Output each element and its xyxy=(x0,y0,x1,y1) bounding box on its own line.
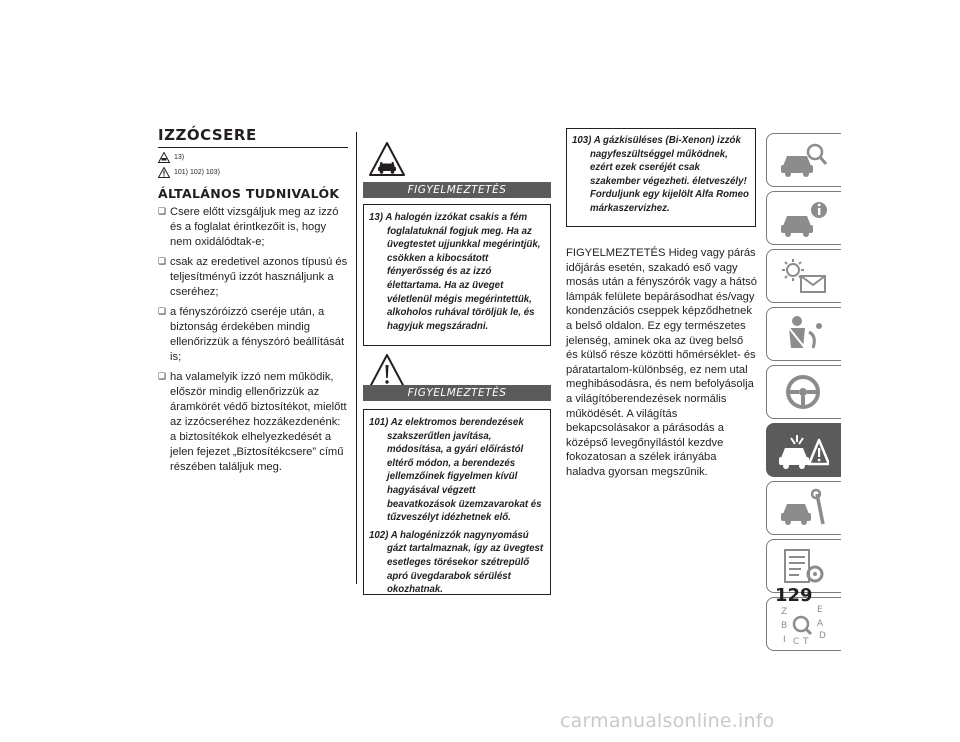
index-letter: E xyxy=(817,605,823,615)
warning-box-1 xyxy=(363,204,551,346)
index-letter: I xyxy=(783,635,786,645)
index-letter: T xyxy=(803,637,809,646)
emergency-car-icon xyxy=(779,430,829,472)
car-search-icon xyxy=(779,140,829,182)
tab-safety[interactable] xyxy=(766,307,841,361)
left-column xyxy=(158,126,348,480)
tab-emergency[interactable] xyxy=(766,423,841,477)
index-icon xyxy=(779,604,829,646)
warning-box-3 xyxy=(566,128,756,227)
tab-warning-lights[interactable] xyxy=(766,249,841,303)
warning-item: 103) A gázkisüléses (Bi-Xenon) izzók nagyfeszültséggel működnek, ezért ezek cseréjét csak szakember végezheti. életveszély! Forduljunk egy kijelölt Alfa Romeo márkaszervizhez. xyxy=(572,135,749,214)
warning-lights-icon xyxy=(779,256,829,298)
list-item: ❏ ha valamelyik izzó nem működik, először mindig ellenőrizzük az áramkörét védő biztosítékot, mielőtt az izzócseréhez hozzákezdenénk: a biztosítékok elhelyezkedését a jelen fejezet „Biztosítékcsere” című részében találjuk meg. xyxy=(158,370,348,475)
warning-item: 102) A halogénizzók nagynyomású gázt tartalmaznak, így az üvegtest esetleges törésekor szétrepülő apró üvegdarabok sérülést okozhatnak. xyxy=(369,529,544,596)
tab-driving[interactable] xyxy=(766,365,841,419)
warning-box-2 xyxy=(363,409,551,595)
index-letter: Z xyxy=(781,607,788,617)
index-letter: C xyxy=(793,637,800,646)
specifications-icon xyxy=(779,546,829,588)
safety-seatbelt-icon xyxy=(779,314,829,356)
list-item: ❏ Csere előtt vizsgáljuk meg az izzó és a foglalat érintkezőit is, hogy nem oxidálódtak-e; xyxy=(158,205,348,250)
page-number: 129 xyxy=(775,585,813,606)
body-paragraph: FIGYELMEZTETÉS Hideg vagy párás időjárás esetén, szakadó eső vagy mosás után a fényszórók vagy a hátsó lámpák felülete bepárásodhat és/vagy kondenzációs cseppek képződhetnek a belső oldalon. Ez egy természetes jelenség, aminek oka az üveg belső és külső része közötti hőmérséklet- és páratartalom-különbség, ez nem utal meghibásodásra, és nem befolyásolja a világítóberendezések normális működését. A világítás bekapcsolásakor a párásodás a középső levegőnyílástól kezdve fokozatosan a szélek irányába haladva gyorsan megszűnik. xyxy=(566,247,757,478)
list-item: ❏ a fényszóróizzó cseréje után, a biztonság érdekében mindig ellenőrizzük a fényszóró beállítását is; xyxy=(158,305,348,365)
reference-text: 13) xyxy=(174,154,185,161)
exclamation-warning-icon xyxy=(158,167,170,178)
steering-wheel-icon xyxy=(779,372,829,414)
tab-car-info[interactable] xyxy=(766,191,841,245)
column-divider xyxy=(356,132,357,584)
subsection-title: ÁLTALÁNOS TUDNIVALÓK xyxy=(158,186,340,201)
index-letter: D xyxy=(819,631,826,641)
warning-header-bar: FIGYELMEZTETÉS xyxy=(363,182,551,198)
car-warning-triangle-icon xyxy=(367,140,407,180)
warning-reference-2 xyxy=(158,167,348,178)
list-item: ❏ csak az eredetivel azonos típusú és teljesítményű izzót használjunk a cseréhez; xyxy=(158,255,348,300)
title-rule xyxy=(158,147,348,148)
warning-header-bar: FIGYELMEZTETÉS xyxy=(363,385,551,401)
index-letter: A xyxy=(817,619,824,629)
watermark-text: carmanualsonline.info xyxy=(560,710,775,732)
warning-item: 101) Az elektromos berendezések szakszerűtlen javítása, módosítása, a gyári előírástól eltérő módon, a berendezés jellemzőinek figyelmen kívül hagyásával végzett beavatkozások üzemzavarokat és tűzveszélyt idézhetnek elő. xyxy=(369,417,542,524)
tab-maintenance[interactable] xyxy=(766,481,841,535)
index-letter: B xyxy=(781,621,788,631)
warning-reference-1 xyxy=(158,152,348,163)
chapter-tabs xyxy=(766,133,841,655)
bullet-list xyxy=(158,205,348,475)
car-info-icon xyxy=(779,198,829,240)
section-title: IZZÓCSERE xyxy=(158,126,257,144)
maintenance-car-icon xyxy=(779,488,829,530)
tab-car-overview[interactable] xyxy=(766,133,841,187)
car-warning-icon xyxy=(158,152,170,163)
warning-item: 13) A halogén izzókat csakis a fém foglalatuknál fogjuk meg. Ha az üvegtestet ujjunkkal megérintjük, csökken a kibocsátott fényerősség és az izzó élettartama. Ha az üveget véletlenül mégis megérintettük, alkoholos ruhával töröljük le, és hagyjuk megszáradni. xyxy=(369,212,541,332)
reference-text: 101) 102) 103) xyxy=(174,169,220,176)
